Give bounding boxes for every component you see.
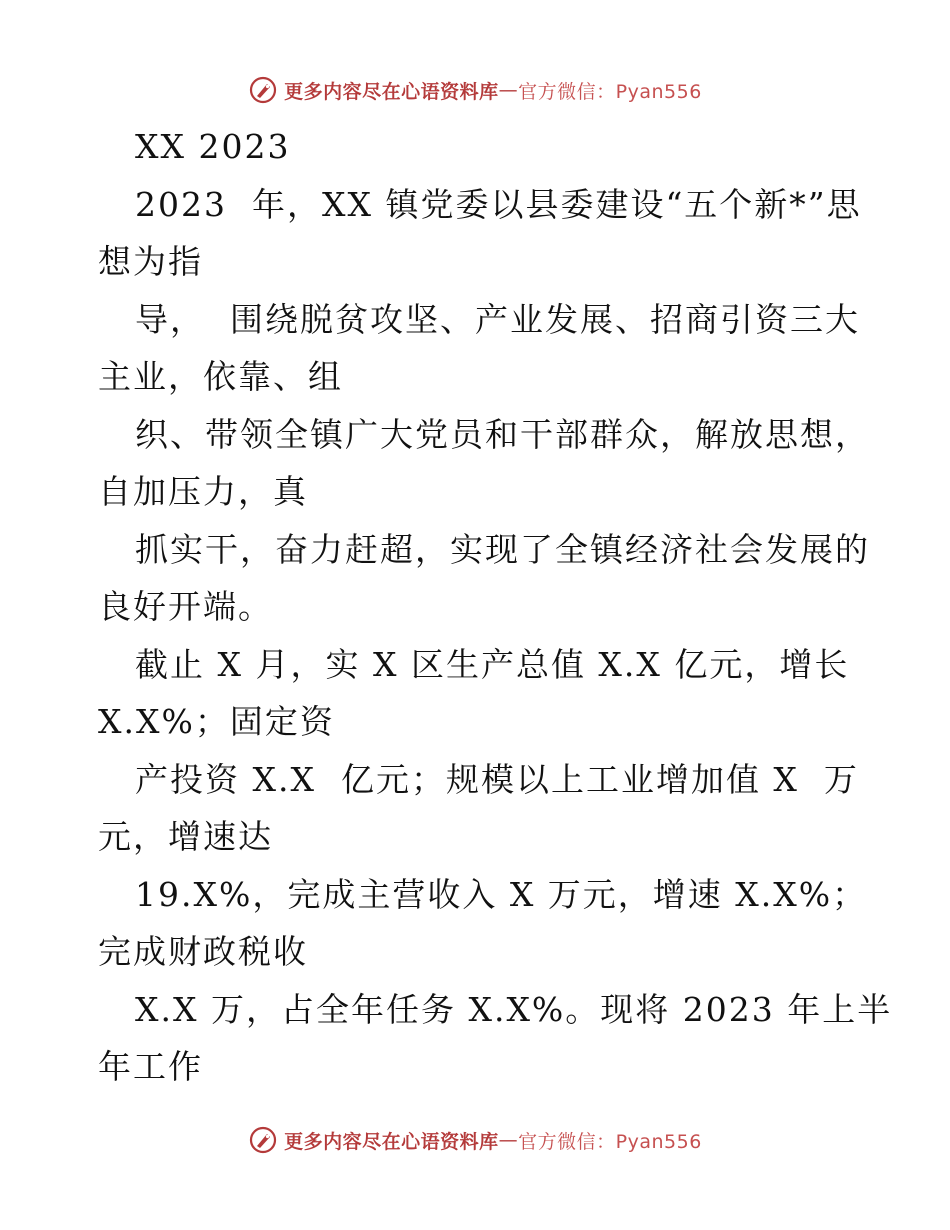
doc-line: X.X%；固定资 bbox=[98, 702, 335, 741]
doc-line: 2023 年，XX 镇党委以县委建设“五个新*”思 bbox=[135, 184, 862, 224]
doc-line: 年工作 bbox=[98, 1047, 203, 1086]
doc-line: 自加压力，真 bbox=[98, 472, 308, 511]
doc-line: 织、带领全镇广大党员和干部群众，解放思想， bbox=[135, 414, 870, 454]
pen-nib-logo-icon bbox=[248, 75, 278, 105]
doc-line: 完成财政税收 bbox=[98, 932, 308, 971]
header-banner bbox=[0, 70, 950, 110]
footer-banner bbox=[0, 1120, 950, 1160]
banner-wechat-text: 官方微信：Pyan556 bbox=[518, 1130, 702, 1153]
doc-line: 导， 围绕脱贫攻坚、产业发展、招商引资三大 bbox=[135, 299, 860, 339]
doc-line: 19.X%，完成主营收入 X 万元，增速 X.X%； bbox=[135, 874, 868, 914]
doc-line: 产投资 X.X 亿元；规模以上工业增加值 X 万 bbox=[135, 759, 859, 799]
doc-line: 良好开端。 bbox=[98, 587, 273, 626]
banner-wechat-text: 官方微信：Pyan556 bbox=[518, 80, 702, 103]
document-body bbox=[98, 118, 893, 1096]
doc-line: XX 2023 bbox=[135, 127, 291, 166]
doc-line: 截止 X 月，实 X 区生产总值 X.X 亿元，增长 bbox=[135, 644, 850, 684]
pen-nib-logo-icon bbox=[248, 1125, 278, 1155]
doc-line: 想为指 bbox=[98, 242, 203, 281]
banner-separator: — bbox=[498, 79, 519, 101]
doc-line: X.X 万，占全年任务 X.X%。现将 2023 年上半 bbox=[135, 989, 893, 1029]
banner-brand-text: 更多内容尽在心语资料库 bbox=[284, 1130, 499, 1153]
banner-separator: — bbox=[498, 1129, 519, 1151]
banner-brand-text: 更多内容尽在心语资料库 bbox=[284, 80, 499, 103]
doc-line: 元，增速达 bbox=[98, 817, 273, 856]
doc-line: 抓实干，奋力赶超，实现了全镇经济社会发展的 bbox=[135, 529, 870, 569]
doc-line: 主业，依靠、组 bbox=[98, 357, 343, 396]
